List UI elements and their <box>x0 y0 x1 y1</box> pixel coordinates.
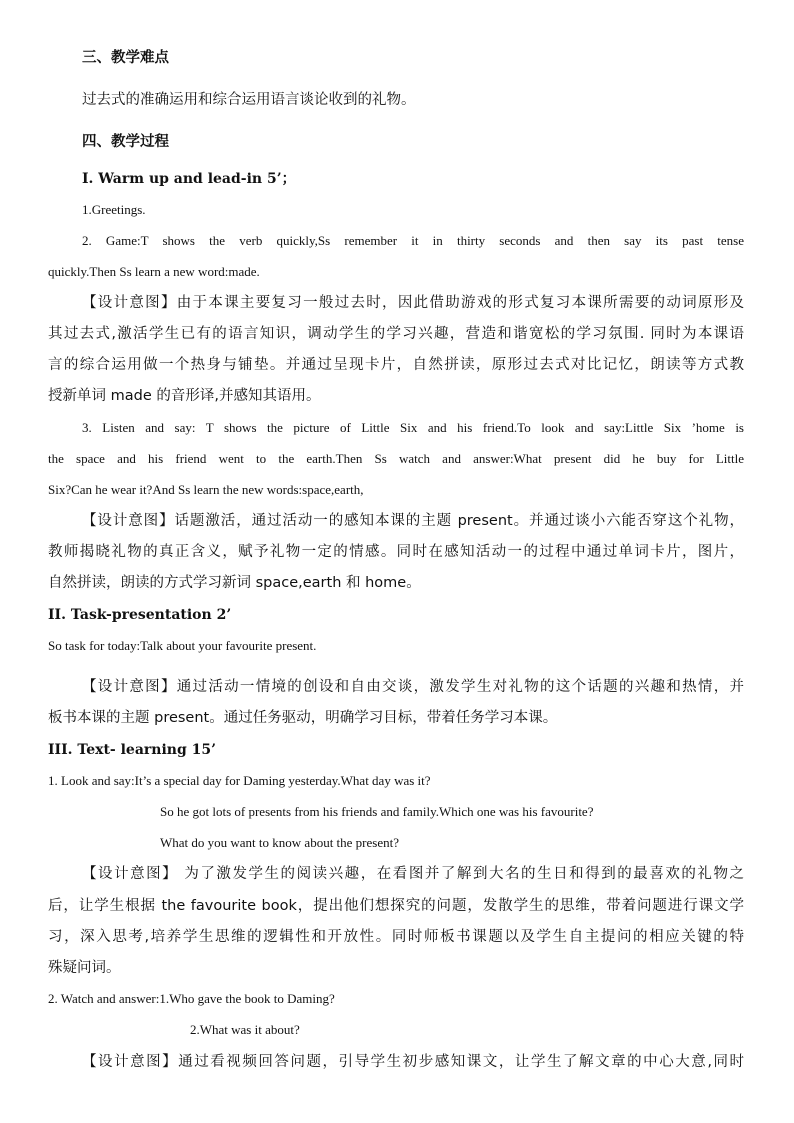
section-warm-up-title: I. Warm up and lead-in 5’； <box>82 171 296 187</box>
design-intent-1-line2: 其过去式,激活学生已有的语言知识，调动学生的学习兴趣，营造和谐宽松的学习氛围. 同时为本课语 <box>48 326 744 342</box>
heading-teaching-difficulty: 三、教学难点 <box>82 50 169 66</box>
design-intent-4-line3: 习，深入思考,培养学生思维的逻辑性和开放性。同时师板书课题以及学生自主提问的相应关键的特 <box>48 929 744 945</box>
paragraph-difficulty: 过去式的准确运用和综合运用语言谈论收到的礼物。 <box>82 92 416 108</box>
design-intent-2-line2: 教师揭晓礼物的真正含义，赋予礼物一定的情感。同时在感知活动一的过程中通过单词卡片，图片， <box>48 544 744 560</box>
design-intent-1-line1: 【设计意图】由于本课主要复习一般过去时，因此借助游戏的形式复习本课所需要的动词原形及 <box>82 295 744 311</box>
heading-teaching-process: 四、教学过程 <box>82 134 169 150</box>
design-intent-5-line1: 【设计意图】通过看视频回答问题，引导学生初步感知课文，让学生了解文章的中心大意,同时 <box>82 1054 744 1070</box>
text-learning-item2-line1: 2. Watch and answer:1.Who gave the book to Daming? <box>48 991 335 1006</box>
design-intent-3-line1: 【设计意图】通过活动一情境的创设和自由交谈，激发学生对礼物的这个话题的兴趣和热情，并 <box>82 679 744 695</box>
warm-up-item-listen-line2: the space and his friend went to the earth.Then Ss watch and answer:What present did he buy for Little <box>48 451 744 466</box>
warm-up-item-game-line2: quickly.Then Ss learn a new word:made. <box>48 264 260 279</box>
text-learning-item1-line2: So he got lots of presents from his friends and family.Which one was his favourite? <box>160 804 594 819</box>
design-intent-2-line1: 【设计意图】话题激活，通过活动一的感知本课的主题 present。并通过谈小六能否穿这个礼物， <box>82 513 744 529</box>
warm-up-item-greetings: 1.Greetings. <box>82 202 146 217</box>
section-task-presentation-title: II. Task-presentation 2’ <box>48 607 232 623</box>
warm-up-item-listen-line3: Six?Can he wear it?And Ss learn the new words:space,earth, <box>48 482 364 497</box>
design-intent-2-line3: 自然拼读，朗读的方式学习新词 space,earth 和 home。 <box>48 575 421 591</box>
design-intent-3-line2: 板书本课的主题 present。通过任务驱动，明确学习目标，带着任务学习本课。 <box>48 710 558 726</box>
design-intent-4-line1: 【设计意图】 为了激发学生的阅读兴趣，在看图并了解到大名的生日和得到的最喜欢的礼物之 <box>82 866 744 882</box>
section-text-learning-title: III. Text- learning 15’ <box>48 742 216 758</box>
text-learning-item1-line1: 1. Look and say:It’s a special day for Daming yesterday.What day was it? <box>48 773 431 788</box>
design-intent-4-line2: 后，让学生根据 the favourite book，提出他们想探究的问题，发散学生的思维，带着问题进行课文学 <box>48 898 744 914</box>
warm-up-item-listen-line1: 3. Listen and say: T shows the picture of Little Six and his friend.To look and say:Little Six ’home is <box>82 420 744 435</box>
text-learning-item2-line2: 2.What was it about? <box>190 1022 300 1037</box>
warm-up-item-game-line1: 2. Game:T shows the verb quickly,Ss remember it in thirty seconds and then say its past tense <box>82 233 744 248</box>
task-for-today: So task for today:Talk about your favourite present. <box>48 638 317 653</box>
design-intent-1-line4: 授新单词 made 的音形译,并感知其语用。 <box>48 388 321 404</box>
design-intent-4-line4: 殊疑问词。 <box>48 960 121 976</box>
text-learning-item1-line3: What do you want to know about the present? <box>160 835 399 850</box>
design-intent-1-line3: 言的综合运用做一个热身与铺垫。并通过呈现卡片，自然拼读，原形过去式对比记忆，朗读等方式教 <box>48 357 744 373</box>
